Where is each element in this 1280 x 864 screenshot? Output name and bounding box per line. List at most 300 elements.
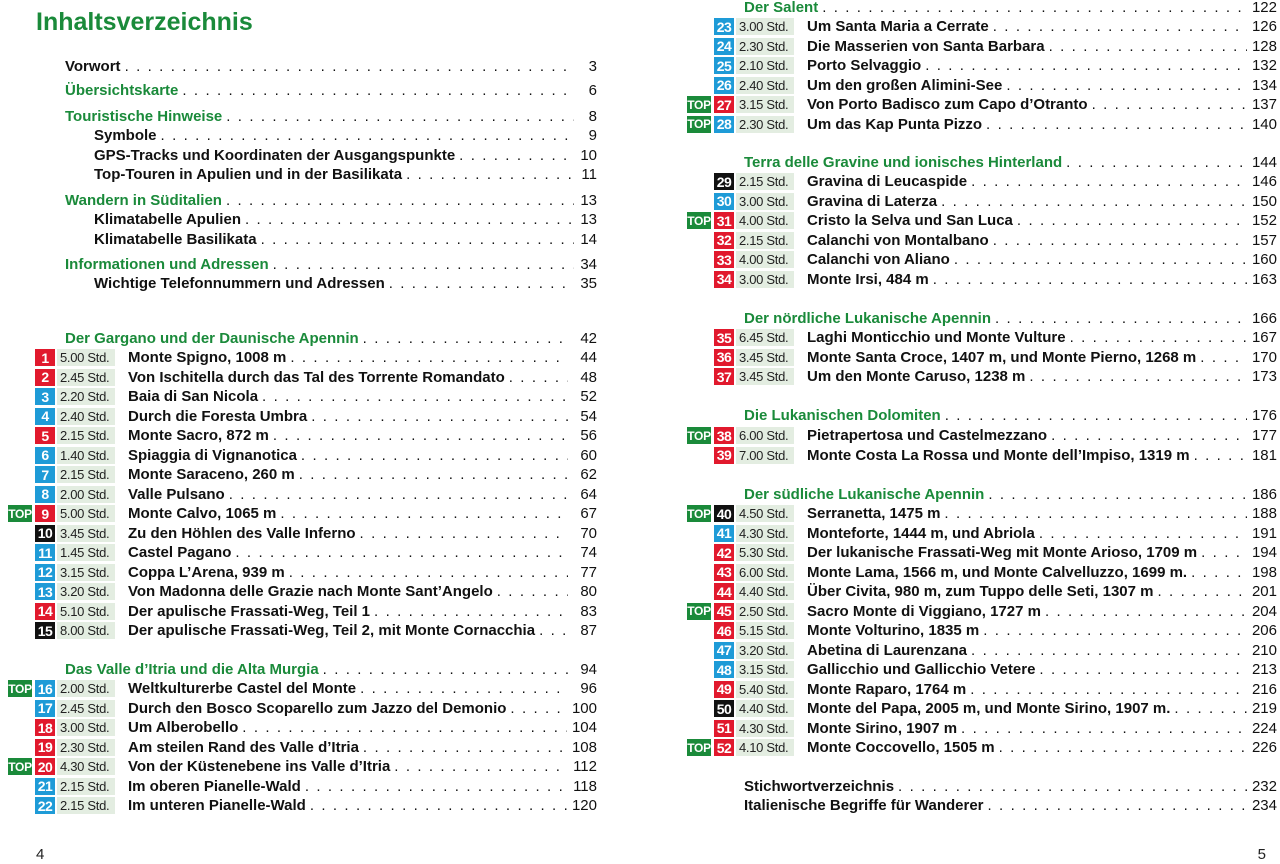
tour-duration: 6.00 Std.	[736, 427, 794, 444]
leader-dots	[988, 796, 1247, 815]
tour-duration: 3.20 Std.	[736, 642, 794, 659]
toc-entry-tour-page: 60	[580, 446, 597, 464]
toc-entry-tour-page: 112	[573, 758, 597, 775]
top-tour-badge: TOP	[8, 759, 32, 774]
tour-number-badge: 15	[35, 622, 55, 639]
toc-entry-tour-text: Monte del Papa, 2005 m, und Monte Sirino, 1907 m.	[807, 700, 1171, 717]
toc-entry-frontmatter-page: 13	[580, 211, 597, 228]
toc-entry-tour	[807, 621, 1277, 640]
toc-entry-frontmatter-page: 13	[580, 192, 597, 209]
toc-entry-tour-text: Am steilen Rand des Valle d’Itria	[128, 738, 359, 756]
leader-dots	[374, 602, 568, 621]
toc-entry-tour-text: Calanchi von Montalbano	[807, 231, 989, 249]
toc-entry-tour	[807, 328, 1277, 347]
toc-entry-tour-text: Im oberen Pianelle-Wald	[128, 777, 301, 795]
tour-duration: 2.15 Std.	[736, 232, 794, 249]
toc-entry-tour	[807, 95, 1277, 114]
toc-entry-tour-text: Coppa L’Arena, 939 m	[128, 563, 285, 581]
toc-entry-tour-page: 108	[571, 738, 597, 756]
toc-entry-tour-text: Von Porto Badisco zum Capo d’Otranto	[807, 96, 1088, 113]
tour-number-badge: 46	[714, 622, 734, 639]
tour-duration: 4.40 Std.	[736, 583, 794, 600]
leader-dots	[1029, 367, 1247, 386]
toc-entry-tour-page: 77	[580, 563, 597, 581]
tour-duration: 1.40 Std.	[57, 447, 115, 464]
toc-entry-tour-page: 87	[580, 622, 597, 639]
leader-dots	[945, 406, 1247, 425]
leader-dots	[1045, 602, 1247, 621]
toc-entry-tour	[128, 504, 597, 523]
toc-entry-tour-page: 96	[580, 680, 597, 697]
toc-entry-tour	[128, 602, 597, 621]
toc-entry-tour	[807, 37, 1277, 56]
tour-number-badge: 13	[35, 583, 55, 600]
tour-number-badge: 12	[35, 564, 55, 581]
toc-entry-tour	[128, 407, 597, 426]
tour-number-badge: 42	[714, 544, 734, 561]
tour-number-badge: 21	[35, 778, 55, 795]
leader-dots	[993, 17, 1247, 36]
top-tour-badge: TOP	[687, 506, 711, 521]
toc-entry-tour	[128, 485, 597, 504]
leader-dots	[360, 679, 568, 698]
toc-region-heading-page: 176	[1251, 407, 1277, 424]
leader-dots	[125, 57, 574, 76]
leader-dots	[245, 210, 574, 229]
toc-entry-frontmatter-text: GPS-Tracks und Koordinaten der Ausgangspunkte	[94, 147, 456, 164]
tour-number-badge: 18	[35, 719, 55, 736]
toc-entry-backmatter	[744, 796, 1277, 815]
top-tour-badge: TOP	[687, 604, 711, 618]
toc-entry-tour-page: 167	[1251, 329, 1277, 346]
toc-entry-tour	[807, 680, 1277, 699]
toc-region-heading	[744, 485, 1277, 504]
leader-dots	[988, 485, 1247, 504]
leader-dots	[971, 641, 1247, 660]
leader-dots	[509, 368, 568, 387]
toc-region-heading	[65, 660, 597, 679]
toc-entry-tour	[807, 172, 1277, 191]
toc-entry-tour-page: 48	[580, 368, 597, 386]
tour-number-badge: 36	[714, 349, 734, 366]
leader-dots	[161, 126, 574, 145]
toc-entry-tour-page: 191	[1251, 524, 1277, 542]
tour-duration: 2.20 Std.	[57, 388, 115, 405]
leader-dots	[1200, 348, 1247, 367]
toc-region-heading	[744, 309, 1277, 328]
toc-entry-tour-text: Monte Sacro, 872 m	[128, 427, 269, 444]
leader-dots	[280, 504, 568, 523]
tour-duration: 4.30 Std.	[57, 758, 115, 775]
page-title: Inhaltsverzeichnis	[36, 8, 253, 36]
leader-dots	[1051, 426, 1247, 445]
tour-number-badge: 16	[35, 680, 55, 697]
tour-duration: 4.10 Std.	[736, 739, 794, 756]
toc-entry-tour-page: 170	[1251, 348, 1277, 366]
toc-entry-frontmatter	[65, 191, 597, 210]
toc-entry-frontmatter-page: 35	[580, 275, 597, 292]
tour-duration: 2.00 Std.	[57, 486, 115, 503]
toc-region-heading-text: Der südliche Lukanische Apennin	[744, 486, 985, 503]
toc-entry-tour-page: 213	[1251, 661, 1277, 678]
tour-duration: 2.15 Std.	[57, 466, 115, 483]
tour-duration: 2.45 Std.	[57, 369, 115, 386]
toc-entry-tour-text: Von der Küstenebene ins Valle d’Itria	[128, 758, 391, 775]
leader-dots	[999, 738, 1247, 757]
toc-entry-backmatter-text: Stichwortverzeichnis	[744, 778, 895, 795]
tour-duration: 2.30 Std.	[57, 739, 115, 756]
toc-entry-backmatter-page: 234	[1251, 797, 1277, 814]
toc-entry-tour	[807, 582, 1277, 601]
toc-entry-tour-page: 198	[1251, 563, 1277, 581]
toc-entry-tour-page: 118	[573, 777, 597, 795]
toc-entry-tour-page: 194	[1251, 544, 1277, 561]
toc-entry-frontmatter	[65, 255, 597, 274]
leader-dots	[261, 230, 574, 249]
toc-entry-frontmatter-page: 10	[580, 147, 597, 164]
toc-entry-tour-page: 216	[1251, 680, 1277, 698]
tour-duration: 4.40 Std.	[736, 700, 794, 717]
toc-entry-tour-page: 224	[1251, 719, 1277, 737]
toc-entry-tour	[128, 387, 597, 406]
tour-duration: 5.10 Std.	[57, 603, 115, 620]
toc-entry-tour	[807, 17, 1277, 36]
toc-entry-tour	[807, 699, 1277, 718]
toc-entry-tour-text: Zu den Höhlen des Valle Inferno	[128, 524, 356, 542]
toc-entry-tour-page: 146	[1251, 173, 1277, 190]
toc-entry-tour-text: Monte Sirino, 1907 m	[807, 719, 958, 737]
toc-entry-tour-page: 44	[580, 349, 597, 366]
toc-region-heading	[744, 0, 1277, 17]
toc-entry-tour-text: Um den Monte Caruso, 1238 m	[807, 368, 1026, 385]
leader-dots	[941, 192, 1247, 211]
tour-number-badge: 43	[714, 564, 734, 581]
toc-entry-tour	[807, 56, 1277, 75]
leader-dots	[1191, 563, 1247, 582]
toc-entry-backmatter-text: Italienische Begriffe für Wanderer	[744, 797, 984, 814]
toc-entry-tour-page: 160	[1251, 251, 1277, 268]
tour-number-badge: 48	[714, 661, 734, 678]
toc-entry-tour-text: Monte Irsi, 484 m	[807, 270, 929, 288]
toc-entry-frontmatter-text: Top-Touren in Apulien und in der Basilikata	[94, 166, 403, 183]
leader-dots	[394, 757, 568, 776]
toc-entry-tour-text: Von Ischitella durch das Tal des Torrente Romandato	[128, 368, 505, 386]
tour-duration: 2.30 Std.	[736, 116, 794, 133]
toc-region-heading	[65, 329, 597, 348]
toc-entry-frontmatter-text: Klimatabelle Basilikata	[94, 231, 257, 248]
toc-entry-tour-text: Die Masserien von Santa Barbara	[807, 37, 1045, 55]
tour-number-badge: 30	[714, 193, 734, 210]
leader-dots	[289, 563, 568, 582]
top-tour-badge: TOP	[687, 117, 711, 131]
leader-dots	[305, 777, 568, 796]
toc-entry-tour-text: Baia di San Nicola	[128, 388, 259, 405]
toc-entry-tour-text: Monteforte, 1444 m, und Abriola	[807, 524, 1035, 542]
toc-entry-tour-page: 64	[580, 485, 597, 503]
tour-number-badge: 50	[714, 700, 734, 717]
tour-number-badge: 51	[714, 720, 734, 737]
tour-duration: 3.45 Std.	[736, 349, 794, 366]
toc-entry-tour-page: 70	[580, 524, 597, 542]
toc-entry-tour	[807, 76, 1277, 95]
toc-entry-tour-text: Gravina di Leucaspide	[807, 173, 968, 190]
toc-entry-frontmatter-text: Vorwort	[65, 58, 121, 75]
toc-entry-tour-text: Monte Coccovello, 1505 m	[807, 739, 995, 756]
toc-entry-tour	[807, 426, 1277, 445]
tour-number-badge: 9	[35, 505, 55, 522]
leader-dots	[242, 718, 567, 737]
toc-entry-tour-page: 137	[1251, 96, 1277, 113]
tour-duration: 2.15 Std.	[736, 173, 794, 190]
toc-entry-tour-text: Sacro Monte di Viggiano, 1727 m	[807, 602, 1041, 620]
toc-entry-tour-text: Durch die Foresta Umbra	[128, 407, 308, 425]
toc-entry-tour-page: 219	[1251, 700, 1277, 717]
leader-dots	[262, 387, 568, 406]
toc-entry-frontmatter-text: Touristische Hinweise	[65, 108, 223, 125]
toc-entry-tour-text: Im unteren Pianelle-Wald	[128, 797, 306, 814]
leader-dots	[323, 660, 568, 679]
toc-region-heading-page: 186	[1251, 486, 1277, 503]
tour-number-badge: 28	[714, 116, 734, 133]
tour-number-badge: 6	[35, 447, 55, 464]
tour-duration: 2.15 Std.	[57, 778, 115, 795]
toc-entry-tour-text: Porto Selvaggio	[807, 57, 922, 74]
toc-entry-tour-page: 181	[1251, 446, 1277, 464]
tour-number-badge: 26	[714, 77, 734, 94]
toc-entry-frontmatter	[65, 57, 597, 76]
toc-entry-tour-text: Der lukanische Frassati-Weg mit Monte Arioso, 1709 m	[807, 544, 1198, 561]
leader-dots	[1158, 582, 1247, 601]
tour-duration: 4.00 Std.	[736, 212, 794, 229]
toc-entry-tour	[128, 465, 597, 484]
tour-duration: 5.00 Std.	[57, 349, 115, 366]
toc-entry-tour	[128, 777, 597, 796]
tour-number-badge: 4	[35, 408, 55, 425]
leader-dots	[983, 621, 1247, 640]
toc-entry-tour-page: 80	[580, 583, 597, 600]
tour-number-badge: 23	[714, 18, 734, 35]
toc-entry-tour-text: Valle Pulsano	[128, 485, 225, 503]
toc-entry-tour-page: 188	[1251, 505, 1277, 522]
tour-duration: 6.45 Std.	[736, 329, 794, 346]
leader-dots	[229, 485, 568, 504]
leader-dots	[497, 582, 568, 601]
toc-entry-tour	[128, 718, 597, 737]
tour-duration: 2.40 Std.	[736, 77, 794, 94]
toc-entry-tour	[807, 367, 1277, 386]
leader-dots	[1006, 76, 1247, 95]
toc-entry-frontmatter	[94, 230, 597, 249]
tour-number-badge: 14	[35, 603, 55, 620]
toc-entry-tour	[807, 192, 1277, 211]
toc-entry-tour	[128, 563, 597, 582]
tour-number-badge: 35	[714, 329, 734, 346]
toc-entry-tour	[128, 426, 597, 445]
leader-dots	[360, 524, 568, 543]
toc-entry-tour	[128, 679, 597, 698]
toc-region-heading-text: Der Gargano und der Daunische Apennin	[65, 330, 359, 347]
toc-entry-tour-text: Gravina di Laterza	[807, 192, 938, 210]
leader-dots	[925, 56, 1247, 75]
leader-dots	[406, 165, 574, 184]
toc-entry-tour-page: 74	[580, 544, 597, 561]
toc-entry-backmatter	[744, 777, 1277, 796]
toc-entry-tour-text: Monte Calvo, 1065 m	[128, 505, 277, 522]
tour-number-badge: 8	[35, 486, 55, 503]
toc-entry-tour-page: 226	[1251, 739, 1277, 756]
toc-entry-tour-page: 62	[580, 466, 597, 483]
tour-number-badge: 20	[35, 758, 55, 775]
toc-entry-tour	[807, 543, 1277, 562]
toc-entry-frontmatter-page: 9	[588, 127, 597, 144]
leader-dots	[539, 621, 568, 640]
toc-entry-tour	[807, 660, 1277, 679]
tour-number-badge: 45	[714, 603, 734, 620]
toc-entry-tour-page: 150	[1251, 192, 1277, 210]
toc-region-heading-text: Der Salent	[744, 0, 819, 16]
tour-duration: 3.15 Std.	[57, 564, 115, 581]
toc-entry-tour-page: 52	[580, 388, 597, 405]
toc-region-heading-page: 122	[1251, 0, 1277, 16]
toc-entry-tour-text: Um Santa Maria a Cerrate	[807, 18, 989, 35]
tour-number-badge: 5	[35, 427, 55, 444]
tour-number-badge: 40	[714, 505, 734, 522]
tour-number-badge: 34	[714, 271, 734, 288]
tour-number-badge: 7	[35, 466, 55, 483]
toc-entry-tour-text: Um den großen Alimini-See	[807, 76, 1003, 94]
toc-entry-tour-text: Abetina di Laurenzana	[807, 641, 968, 659]
toc-entry-tour-page: 126	[1251, 18, 1277, 35]
toc-entry-tour-page: 104	[571, 719, 597, 736]
toc-entry-tour-text: Weltkulturerbe Castel del Monte	[128, 680, 357, 697]
tour-duration: 6.00 Std.	[736, 564, 794, 581]
top-tour-badge: TOP	[687, 97, 711, 112]
leader-dots	[1194, 446, 1247, 465]
leader-dots	[311, 407, 568, 426]
tour-duration: 2.10 Std.	[736, 57, 794, 74]
toc-entry-tour	[128, 543, 597, 562]
toc-entry-tour	[807, 602, 1277, 621]
tour-duration: 4.50 Std.	[736, 505, 794, 522]
toc-entry-frontmatter-text: Symbole	[94, 127, 157, 144]
leader-dots	[290, 348, 568, 367]
toc-entry-tour	[128, 348, 597, 367]
tour-number-badge: 39	[714, 447, 734, 464]
toc-entry-tour-text: Der apulische Frassati-Weg, Teil 1	[128, 602, 371, 620]
toc-entry-frontmatter	[94, 165, 597, 184]
tour-duration: 2.15 Std.	[57, 427, 115, 444]
leader-dots	[1049, 37, 1247, 56]
toc-entry-tour-page: 152	[1251, 212, 1277, 229]
toc-entry-tour-page: 201	[1251, 583, 1277, 600]
toc-entry-tour-page: 132	[1251, 57, 1277, 74]
toc-entry-tour-page: 134	[1251, 76, 1277, 94]
toc-entry-tour-page: 157	[1251, 231, 1277, 249]
leader-dots	[273, 255, 574, 274]
toc-entry-tour-page: 54	[580, 407, 597, 425]
tour-duration: 3.00 Std.	[736, 271, 794, 288]
leader-dots	[226, 107, 574, 126]
leader-dots	[970, 680, 1247, 699]
toc-region-heading-page: 166	[1251, 310, 1277, 327]
leader-dots	[363, 329, 568, 348]
toc-entry-tour	[128, 524, 597, 543]
leader-dots	[226, 191, 574, 210]
toc-entry-tour-text: Spiaggia di Vignanotica	[128, 446, 297, 464]
toc-entry-frontmatter	[94, 146, 597, 165]
toc-entry-tour	[128, 368, 597, 387]
toc-entry-tour-text: Laghi Monticchio und Monte Vulture	[807, 329, 1066, 346]
tour-duration: 5.00 Std.	[57, 505, 115, 522]
toc-entry-tour-page: 128	[1251, 37, 1277, 55]
leader-dots	[1174, 699, 1247, 718]
leader-dots	[1070, 328, 1247, 347]
toc-entry-frontmatter-text: Übersichtskarte	[65, 82, 179, 99]
toc-entry-tour	[807, 250, 1277, 269]
toc-entry-frontmatter	[65, 81, 597, 100]
tour-duration: 3.45 Std.	[57, 525, 115, 542]
tour-number-badge: 38	[714, 427, 734, 444]
toc-entry-tour	[807, 719, 1277, 738]
toc-entry-frontmatter-text: Wandern in Süditalien	[65, 192, 222, 209]
tour-duration: 5.30 Std.	[736, 544, 794, 561]
toc-region-heading-page: 42	[580, 330, 597, 347]
top-tour-badge: TOP	[8, 681, 32, 696]
leader-dots	[944, 504, 1247, 523]
tour-number-badge: 49	[714, 681, 734, 698]
toc-entry-tour-page: 120	[571, 797, 597, 814]
tour-duration: 8.00 Std.	[57, 622, 115, 639]
toc-region-heading-page: 144	[1251, 154, 1277, 171]
toc-entry-tour-page: 206	[1251, 622, 1277, 639]
toc-entry-tour	[807, 211, 1277, 230]
tour-duration: 2.30 Std.	[736, 38, 794, 55]
tour-number-badge: 1	[35, 349, 55, 366]
tour-duration: 3.20 Std.	[57, 583, 115, 600]
tour-number-badge: 24	[714, 38, 734, 55]
leader-dots	[301, 446, 568, 465]
tour-number-badge: 29	[714, 173, 734, 190]
leader-dots	[273, 426, 568, 445]
toc-entry-tour-text: Monte Costa La Rossa und Monte dell’Impiso, 1319 m	[807, 446, 1190, 464]
tour-number-badge: 32	[714, 232, 734, 249]
leader-dots	[1201, 543, 1247, 562]
leader-dots	[182, 81, 574, 100]
toc-entry-tour	[807, 504, 1277, 523]
toc-entry-tour	[807, 446, 1277, 465]
toc-entry-tour-text: Monte Lama, 1566 m, und Monte Calvelluzzo, 1699 m.	[807, 563, 1188, 581]
toc-region-heading-text: Die Lukanischen Dolomiten	[744, 407, 941, 424]
toc-entry-tour	[807, 563, 1277, 582]
leader-dots	[235, 543, 568, 562]
toc-entry-tour-text: Der apulische Frassati-Weg, Teil 2, mit Monte Cornacchia	[128, 622, 536, 639]
leader-dots	[1066, 153, 1247, 172]
leader-dots	[510, 699, 567, 718]
toc-entry-tour-text: Über Civita, 980 m, zum Tuppo delle Seti, 1307 m	[807, 583, 1154, 600]
toc-entry-tour-page: 100	[571, 699, 597, 717]
tour-duration: 3.00 Std.	[736, 18, 794, 35]
toc-entry-tour	[128, 699, 597, 718]
leader-dots	[898, 777, 1247, 796]
toc-entry-frontmatter	[94, 210, 597, 229]
toc-entry-tour-text: Castel Pagano	[128, 544, 232, 561]
leader-dots	[1039, 524, 1247, 543]
toc-entry-tour-page: 204	[1251, 602, 1277, 620]
tour-number-badge: 17	[35, 700, 55, 717]
toc-entry-tour-page: 173	[1251, 368, 1277, 385]
tour-duration: 3.00 Std.	[57, 719, 115, 736]
toc-entry-tour	[807, 115, 1277, 134]
